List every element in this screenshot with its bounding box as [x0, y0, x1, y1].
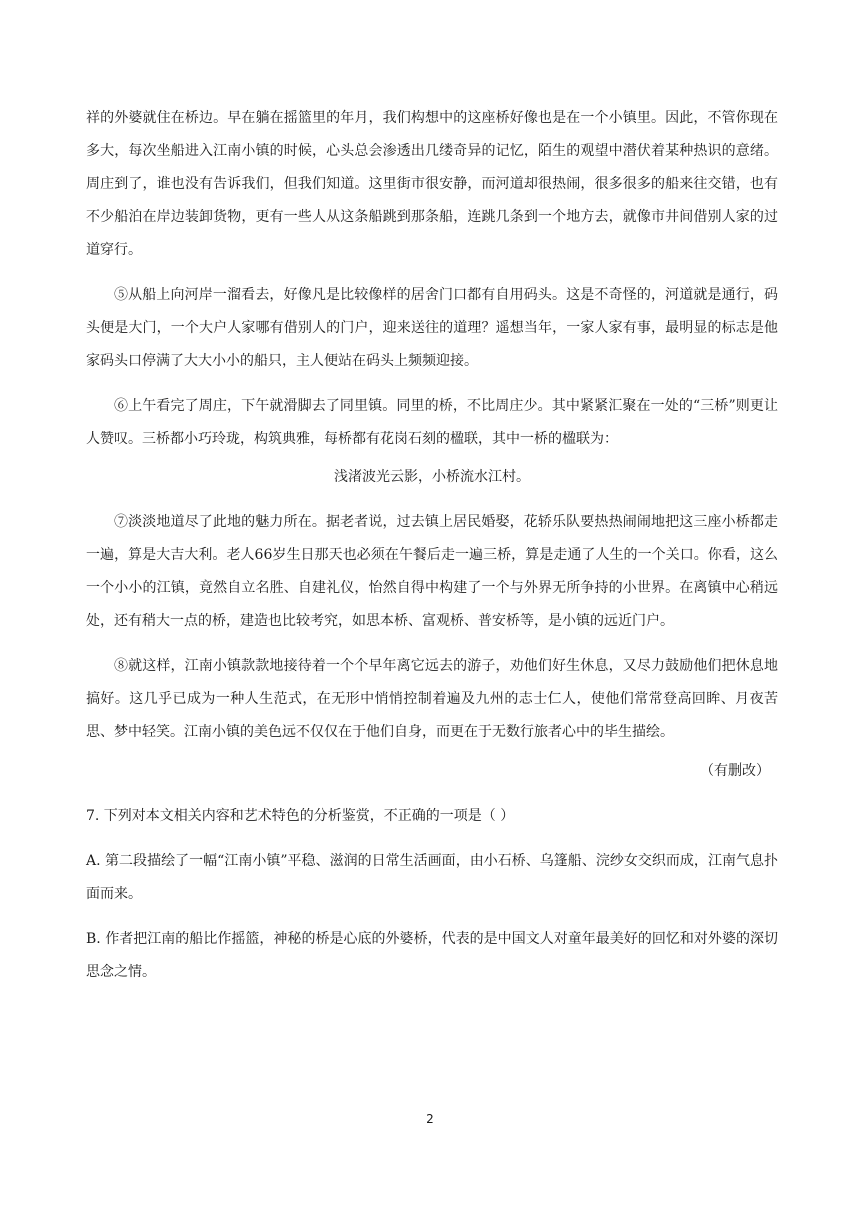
- source-note: （有删改）: [700, 763, 770, 779]
- document-body: [86, 102, 778, 989]
- option-b: B. 作者把江南的船比作摇篮，神秘的桥是心底的外婆桥，代表的是中国文人对童年最美好的回忆和对外婆的深切思念之情。: [86, 931, 778, 980]
- paragraph-7: ⑦淡淡地道尽了此地的魅力所在。据老者说，过去镇上居民婚娶，花轿乐队要热热闹闹地把这三座小桥都走一遍，算是大吉大利。老人66岁生日那天也必须在午餐后走一遍三桥，算是走通了人生的一个关口。你看，这么一个小小的江镇，竟然自立名胜、自建礼仪，怡然自得中构建了一个与外界无所争持的小世界。在离镇中心稍远处，还有稍大一点的桥，建造也比较考究，如思本桥、富观桥、普安桥等，是小镇的远近门户。: [86, 514, 778, 629]
- paragraph-6: ⑥上午看完了周庄，下午就滑脚去了同里镇。同里的桥，不比周庄少。其中紧紧汇聚在一处的“三桥”则更让人赞叹。三桥都小巧玲珑，构筑典雅，每桥都有花岗石刻的楹联，其中一桥的楹联为：: [86, 398, 778, 447]
- page-number: 2: [426, 1112, 434, 1126]
- paragraph-intro: 祥的外婆就住在桥边。早在躺在摇篮里的年月，我们构想中的这座桥好像也是在一个小镇里。因此，不管你现在多大，每次坐船进入江南小镇的时候，心头总会渗透出几缕奇异的记忆，陌生的观望中潜伏着某种热识的意绪。周庄到了，谁也没有告诉我们，但我们知道。这里街市很安静，而河道却很热闹，很多很多的船来往交错，也有不少船泊在岸边装卸货物，更有一些人从这条船跳到那条船，连跳几条到一个地方去，就像市井间借别人家的过道穿行。: [86, 110, 778, 258]
- paragraph-5: ⑤从船上向河岸一溜看去，好像凡是比较像样的居舍门口都有自用码头。这是不奇怪的，河道就是通行，码头便是大门，一个大户人家哪有借别人的门户，迎来送往的道理？遥想当年，一家人家有事，最明显的标志是他家码头口停满了大大小小的船只，主人便站在码头上频频迎接。: [86, 287, 778, 369]
- paragraph-8: ⑧就这样，江南小镇款款地接待着一个个早年离它远去的游子，劝他们好生休息，又尽力鼓励他们把休息地搞好。这几乎已成为一种人生范式，在无形中悄悄控制着遍及九州的志士仁人，使他们常常登高回眸、月夜苦思、梦中轻笑。江南小镇的美色远不仅仅在于他们自身，而更在于无数行旅者心中的毕生描绘。: [86, 658, 778, 740]
- option-a: A. 第二段描绘了一幅“江南小镇”平稳、滋润的日常生活画面，由小石桥、乌篷船、浣纱女交织而成，江南气息扑面而来。: [86, 853, 778, 902]
- question-stem: 7. 下列对本文相关内容和艺术特色的分析鉴赏，不正确的一项是（ ）: [86, 808, 515, 824]
- couplet-line: 浅渚波光云影，小桥流水江村。: [334, 469, 530, 485]
